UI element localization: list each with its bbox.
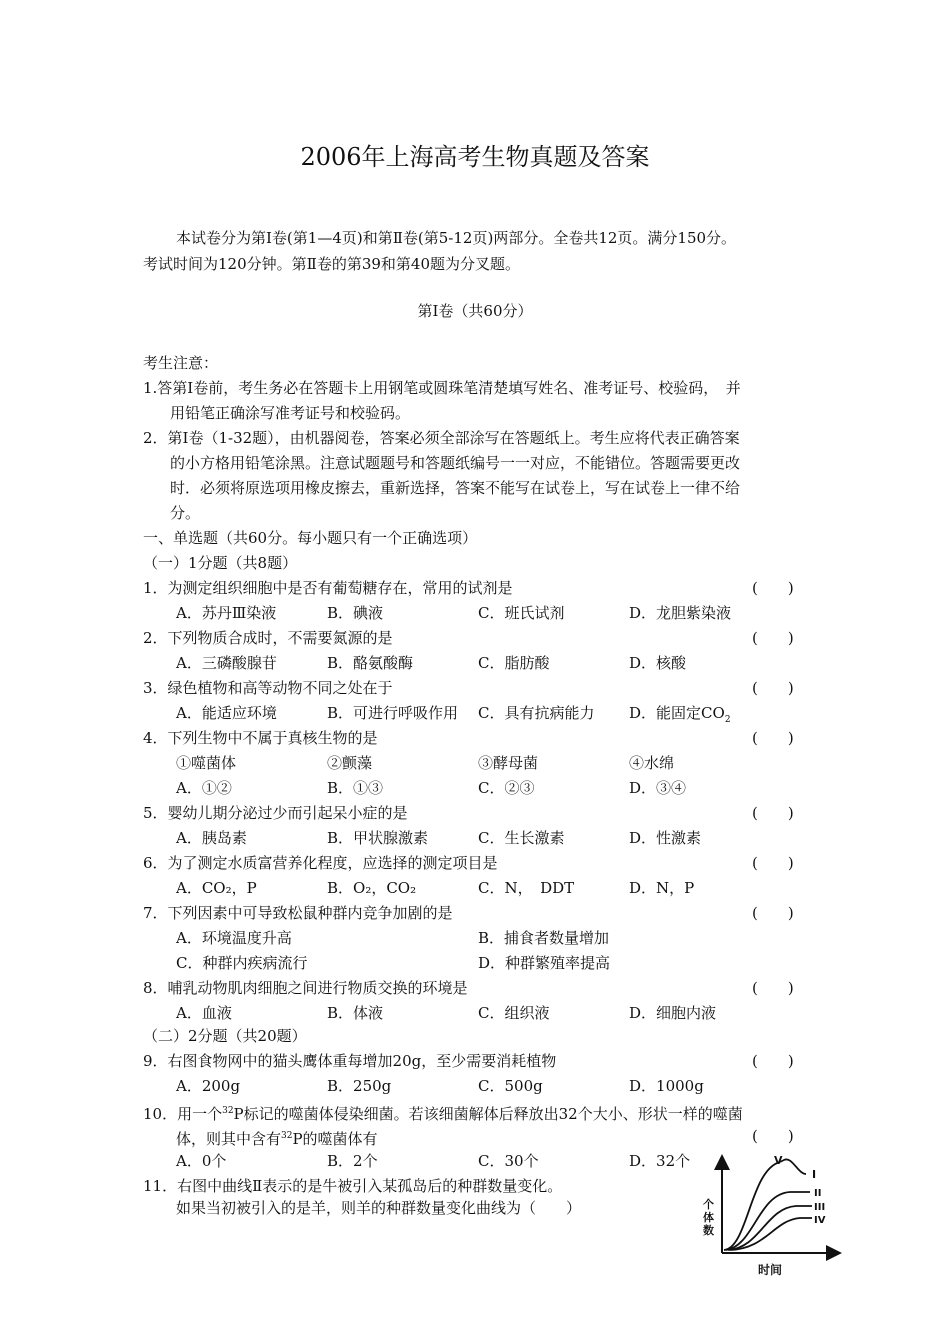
question-11-line-2: 如果当初被引入的是羊，则羊的种群数量变化曲线为（ ） [176,1199,582,1217]
option: D．核酸 [629,654,687,672]
option: D．N，P [629,879,695,897]
option: C．N， DDT [478,879,575,897]
option: C．班氏试剂 [478,604,565,622]
question-3: 3．绿色植物和高等动物不同之处在于 [143,679,393,697]
y-label-char: 个 [703,1198,714,1211]
text: 体，则其中含有 [176,1130,282,1148]
item: ③酵母菌 [478,754,539,772]
option: C．具有抗病能力 [478,704,595,722]
notice-heading: 考生注意： [143,354,219,372]
option: D．32个 [629,1152,691,1170]
answer-paren: ( ) [752,904,794,922]
option: C．30个 [478,1152,539,1170]
section-heading: 一、单选题（共60分。每小题只有一个正确选项） [143,529,478,547]
option: D．龙胆紫染液 [629,604,732,622]
option: B．酪氨酸酶 [327,654,414,672]
question-8: 8．哺乳动物肌肉细胞之间进行物质交换的环境是 [143,979,468,997]
option-text: D．能固定CO [629,704,725,722]
option: C．种群内疾病流行 [176,954,308,972]
answer-paren: ( ) [752,854,794,872]
question-4: 4．下列生物中不属于真核生物的是 [143,729,378,747]
option: D．1000g [629,1077,704,1095]
text: P标记的噬菌体侵染细菌。若该细菌解体后释放出32个大小、形状一样的噬菌 [233,1105,743,1123]
subsection-2: （二）2分题（共20题） [143,1027,307,1045]
x-axis-label: 时间 [758,1263,783,1277]
curve-label-iii: III [814,1202,826,1213]
option: C．500g [478,1077,543,1095]
answer-paren: ( ) [752,1127,794,1145]
intro-line-2: 考试时间为120分钟。第Ⅱ卷的第39和第40题为分叉题。 [143,255,521,273]
answer-paren: ( ) [752,729,794,747]
answer-paren: ( ) [752,979,794,997]
question-6: 6．为了测定水质富营养化程度，应选择的测定项目是 [143,854,498,872]
question-10-line-2 [176,1126,378,1149]
option: A．①② [176,779,232,797]
answer-paren: ( ) [752,679,794,697]
notice-2b: 的小方格用铅笔涂黑。注意试题题号和答题纸编号一一对应，不能错位。答题需要更改 [170,454,741,472]
superscript: 32 [222,1106,234,1116]
question-1: 1．为测定组织细胞中是否有葡萄糖存在，常用的试剂是 [143,579,513,597]
population-curve-figure [700,1150,850,1280]
y-axis-label [703,1197,718,1237]
option: B．碘液 [327,604,384,622]
part-heading: 第Ⅰ卷（共60分） [417,302,533,320]
y-label-char: 数 [703,1224,714,1237]
option: A．0个 [176,1152,227,1170]
option: B．250g [327,1077,392,1095]
question-10-line-1 [143,1101,743,1124]
question-9: 9．右图食物网中的猫头鹰体重每增加20g，至少需要消耗植物 [143,1052,557,1070]
option: A．血液 [176,1004,232,1022]
text: P的噬菌体有 [292,1130,378,1148]
option: C．脂肪酸 [478,654,550,672]
option: B．捕食者数量增加 [478,929,610,947]
text: 10．用一个 [143,1105,223,1123]
option: B．O₂，CO₂ [327,879,417,897]
curve-label-i: I [812,1168,817,1181]
question-7: 7．下列因素中可导致松鼠种群内竞争加剧的是 [143,904,453,922]
curve-label-v: V [774,1154,783,1167]
option: A．CO₂，P [176,879,257,897]
option: B．体液 [327,1004,384,1022]
answer-paren: ( ) [752,804,794,822]
subsection-1: （一）1分题（共8题） [143,554,298,572]
subscript: 2 [724,715,731,725]
page-title: 2006年上海高考生物真题及答案 [300,143,650,171]
item: ①噬菌体 [176,754,237,772]
option: B．2个 [327,1152,378,1170]
option: D．性激素 [629,829,702,847]
intro-line-1: 本试卷分为第Ⅰ卷(第1—4页)和第Ⅱ卷(第5-12页)两部分。全卷共12页。满分150分。 [176,229,737,247]
item: ④水绵 [629,754,675,772]
question-5: 5．婴幼儿期分泌过少而引起呆小症的是 [143,804,408,822]
curve-label-ii: II [814,1188,822,1199]
notice-2a: 2．第Ⅰ卷（1-32题），由机器阅卷，答案必须全部涂写在答题纸上。考生应将代表正确答案 [143,429,740,447]
notice-1a: 1.答第Ⅰ卷前，考生务必在答题卡上用钢笔或圆珠笔清楚填写姓名、准考证号、校验码， 并 [143,379,741,397]
option: A．胰岛素 [176,829,247,847]
option: B．①③ [327,779,384,797]
answer-paren: ( ) [752,579,794,597]
option: A．环境温度升高 [176,929,292,947]
answer-paren: ( ) [752,1052,794,1070]
curve-i [780,1159,806,1174]
option: D．细胞内液 [629,1004,717,1022]
option: D．种群繁殖率提高 [478,954,611,972]
option: A．苏丹Ⅲ染液 [176,604,277,622]
option: B．可进行呼吸作用 [327,704,459,722]
option-with-subscript [629,703,731,730]
notice-1b: 用铅笔正确涂写准考证号和校验码。 [170,404,411,422]
option: C．②③ [478,779,535,797]
question-11-line-1: 11．右图中曲线Ⅱ表示的是牛被引入某孤岛后的种群数量变化。 [143,1177,563,1195]
option: A．200g [176,1077,241,1095]
option: D．③④ [629,779,687,797]
superscript: 32 [281,1131,293,1141]
option: C．组织液 [478,1004,550,1022]
answer-paren: ( ) [752,629,794,647]
y-label-char: 体 [703,1211,714,1224]
item: ②颤藻 [327,754,373,772]
notice-2d: 分。 [170,504,201,522]
option: A．能适应环境 [176,704,277,722]
option: B．甲状腺激素 [327,829,429,847]
curve-v [724,1162,780,1250]
notice-2c: 时．必须将原选项用橡皮擦去，重新选择，答案不能写在试卷上，写在试卷上一律不给 [170,479,741,497]
curve-label-iv: IV [814,1215,826,1226]
option: A．三磷酸腺苷 [176,654,277,672]
question-2: 2．下列物质合成时，不需要氮源的是 [143,629,393,647]
option: C．生长激素 [478,829,565,847]
